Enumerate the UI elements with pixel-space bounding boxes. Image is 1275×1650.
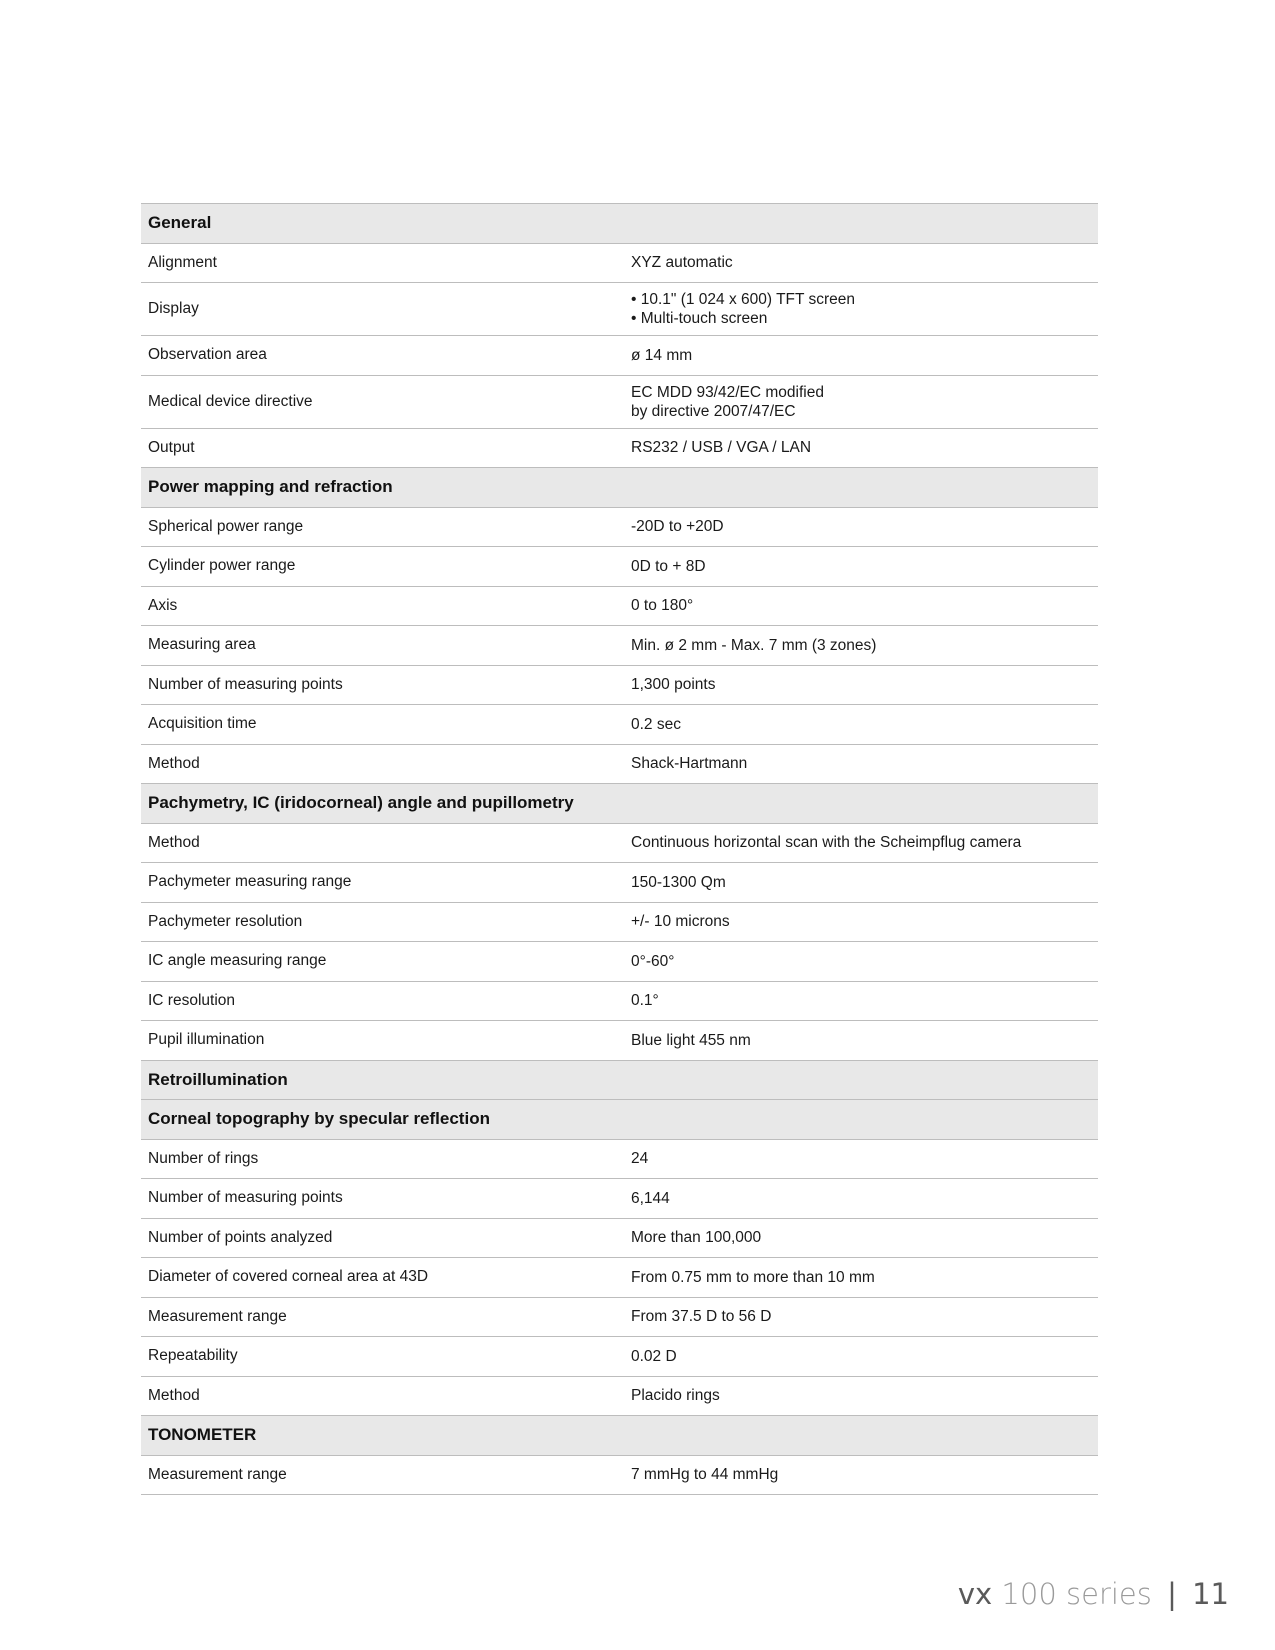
spec-value-line: • Multi-touch screen — [631, 310, 768, 327]
spec-label: Spherical power range — [148, 517, 304, 535]
table-row — [141, 982, 1098, 1022]
spec-value-line: 0.2 sec — [631, 715, 681, 733]
spec-label: IC angle measuring range — [148, 952, 327, 970]
spec-value-line: by directive 2007/47/EC — [631, 402, 796, 420]
table-row — [141, 666, 1098, 706]
section-title: Pachymetry, IC (iridocorneal) angle and pupillometry — [148, 793, 574, 813]
table-row — [141, 283, 1098, 336]
spec-label: Number of rings — [148, 1149, 259, 1167]
spec-label: Pupil illumination — [148, 1031, 265, 1049]
table-row — [141, 547, 1098, 587]
table-row — [141, 745, 1098, 785]
section-title: Retroillumination — [148, 1069, 288, 1089]
table-row — [141, 1219, 1098, 1259]
spec-value — [631, 1268, 1098, 1287]
spec-value-line: Placido rings — [631, 1387, 720, 1405]
page-number: 11 — [1192, 1577, 1229, 1611]
spec-label: Number of points analyzed — [148, 1228, 333, 1246]
spec-label: Method — [148, 1386, 200, 1404]
spec-value-line: XYZ automatic — [631, 254, 733, 272]
spec-value — [631, 383, 1098, 421]
spec-value-line: EC MDD 93/42/EC modified — [631, 383, 824, 401]
spec-value-line: Min. ø 2 mm - Max. 7 mm (3 zones) — [631, 636, 877, 654]
table-row — [141, 1337, 1098, 1377]
spec-value-line: +/- 10 microns — [631, 913, 730, 931]
spec-label: Medical device directive — [148, 392, 313, 410]
table-row — [141, 376, 1098, 429]
section-header — [141, 1061, 1098, 1101]
spec-label: Measuring area — [148, 636, 256, 654]
spec-value-line: Shack-Hartmann — [631, 755, 748, 773]
footer-brand: vx — [957, 1577, 993, 1611]
table-row — [141, 863, 1098, 903]
spec-label: Method — [148, 833, 200, 851]
spec-value — [631, 1189, 1098, 1208]
section-header — [141, 784, 1098, 824]
spec-value — [631, 715, 1098, 734]
spec-value — [631, 675, 1098, 694]
spec-value-line: 150-1300 Qm — [631, 873, 726, 891]
spec-label: Pachymeter resolution — [148, 912, 303, 930]
spec-value — [631, 1307, 1098, 1326]
table-row — [141, 705, 1098, 745]
spec-value — [631, 912, 1098, 931]
spec-label: Alignment — [148, 253, 217, 271]
section-header — [141, 204, 1098, 244]
table-row — [141, 1021, 1098, 1061]
spec-value-line: Blue light 455 nm — [631, 1031, 751, 1049]
spec-value-line: Continuous horizontal scan with the Scheimpflug camera — [631, 834, 1022, 852]
spec-value — [631, 1465, 1098, 1484]
section-title: Power mapping and refraction — [148, 477, 393, 497]
spec-value — [631, 253, 1098, 272]
spec-value-line: -20D to +20D — [631, 518, 724, 536]
spec-value — [631, 596, 1098, 615]
section-title: TONOMETER — [148, 1425, 257, 1445]
spec-value-line: From 0.75 mm to more than 10 mm — [631, 1268, 875, 1286]
spec-value-line: 0°-60° — [631, 952, 675, 970]
spec-value-line: 6,144 — [631, 1189, 670, 1207]
spec-label: Observation area — [148, 346, 267, 364]
spec-label: Number of measuring points — [148, 675, 343, 693]
spec-label: Cylinder power range — [148, 557, 296, 575]
table-row — [141, 942, 1098, 982]
table-row — [141, 626, 1098, 666]
table-row — [141, 508, 1098, 548]
table-row — [141, 1179, 1098, 1219]
section-header — [141, 468, 1098, 508]
spec-value-line: 1,300 points — [631, 676, 716, 694]
spec-value — [631, 1347, 1098, 1366]
spec-value — [631, 290, 1098, 328]
spec-value — [631, 517, 1098, 536]
table-row — [141, 1456, 1098, 1496]
table-row — [141, 244, 1098, 284]
spec-value — [631, 346, 1098, 365]
spec-value — [631, 1031, 1098, 1050]
spec-value — [631, 873, 1098, 892]
spec-value — [631, 438, 1098, 457]
spec-value-line: 0D to + 8D — [631, 557, 706, 575]
section-header — [141, 1100, 1098, 1140]
spec-value-line: From 37.5 D to 56 D — [631, 1308, 772, 1326]
table-row — [141, 429, 1098, 469]
spec-label: Acquisition time — [148, 715, 257, 733]
section-title: Corneal topography by specular reflection — [148, 1109, 490, 1129]
spec-label: Measurement range — [148, 1465, 287, 1483]
table-row — [141, 1377, 1098, 1417]
spec-label: Pachymeter measuring range — [148, 873, 352, 891]
spec-value — [631, 991, 1098, 1010]
spec-value-line: 0 to 180° — [631, 597, 694, 615]
spec-label: Display — [148, 300, 199, 317]
spec-label: Axis — [148, 596, 178, 614]
spec-value — [631, 557, 1098, 576]
table-row — [141, 336, 1098, 376]
spec-value — [631, 1386, 1098, 1405]
spec-label: Repeatability — [148, 1347, 238, 1365]
table-row — [141, 903, 1098, 943]
spec-value — [631, 952, 1098, 971]
table-row — [141, 587, 1098, 627]
footer-separator: | — [1167, 1577, 1177, 1611]
spec-label: Method — [148, 754, 200, 772]
spec-label: Measurement range — [148, 1307, 287, 1325]
spec-value — [631, 636, 1098, 655]
specifications-table — [141, 203, 1098, 1495]
spec-value — [631, 754, 1098, 773]
spec-value-line: • 10.1" (1 024 x 600) TFT screen — [631, 291, 856, 308]
spec-value-line: 24 — [631, 1150, 649, 1168]
section-header — [141, 1416, 1098, 1456]
spec-label: Diameter of covered corneal area at 43D — [148, 1268, 429, 1286]
spec-value-line: More than 100,000 — [631, 1229, 762, 1247]
spec-label: IC resolution — [148, 991, 236, 1009]
spec-value — [631, 1228, 1098, 1247]
table-row — [141, 1140, 1098, 1180]
table-row — [141, 1258, 1098, 1298]
spec-value-line: 0.1° — [631, 992, 659, 1010]
spec-label: Output — [148, 438, 195, 456]
section-title: General — [148, 213, 212, 233]
spec-value — [631, 833, 1098, 852]
spec-value-line: ø 14 mm — [631, 346, 693, 364]
spec-value-line: RS232 / USB / VGA / LAN — [631, 439, 812, 457]
footer-series: 100 series — [1001, 1577, 1152, 1611]
table-row — [141, 824, 1098, 864]
page-footer — [958, 1577, 1229, 1611]
spec-value-line: 0.02 D — [631, 1347, 677, 1365]
spec-label: Number of measuring points — [148, 1189, 343, 1207]
table-row — [141, 1298, 1098, 1338]
spec-value-line: 7 mmHg to 44 mmHg — [631, 1466, 779, 1484]
spec-value — [631, 1149, 1098, 1168]
